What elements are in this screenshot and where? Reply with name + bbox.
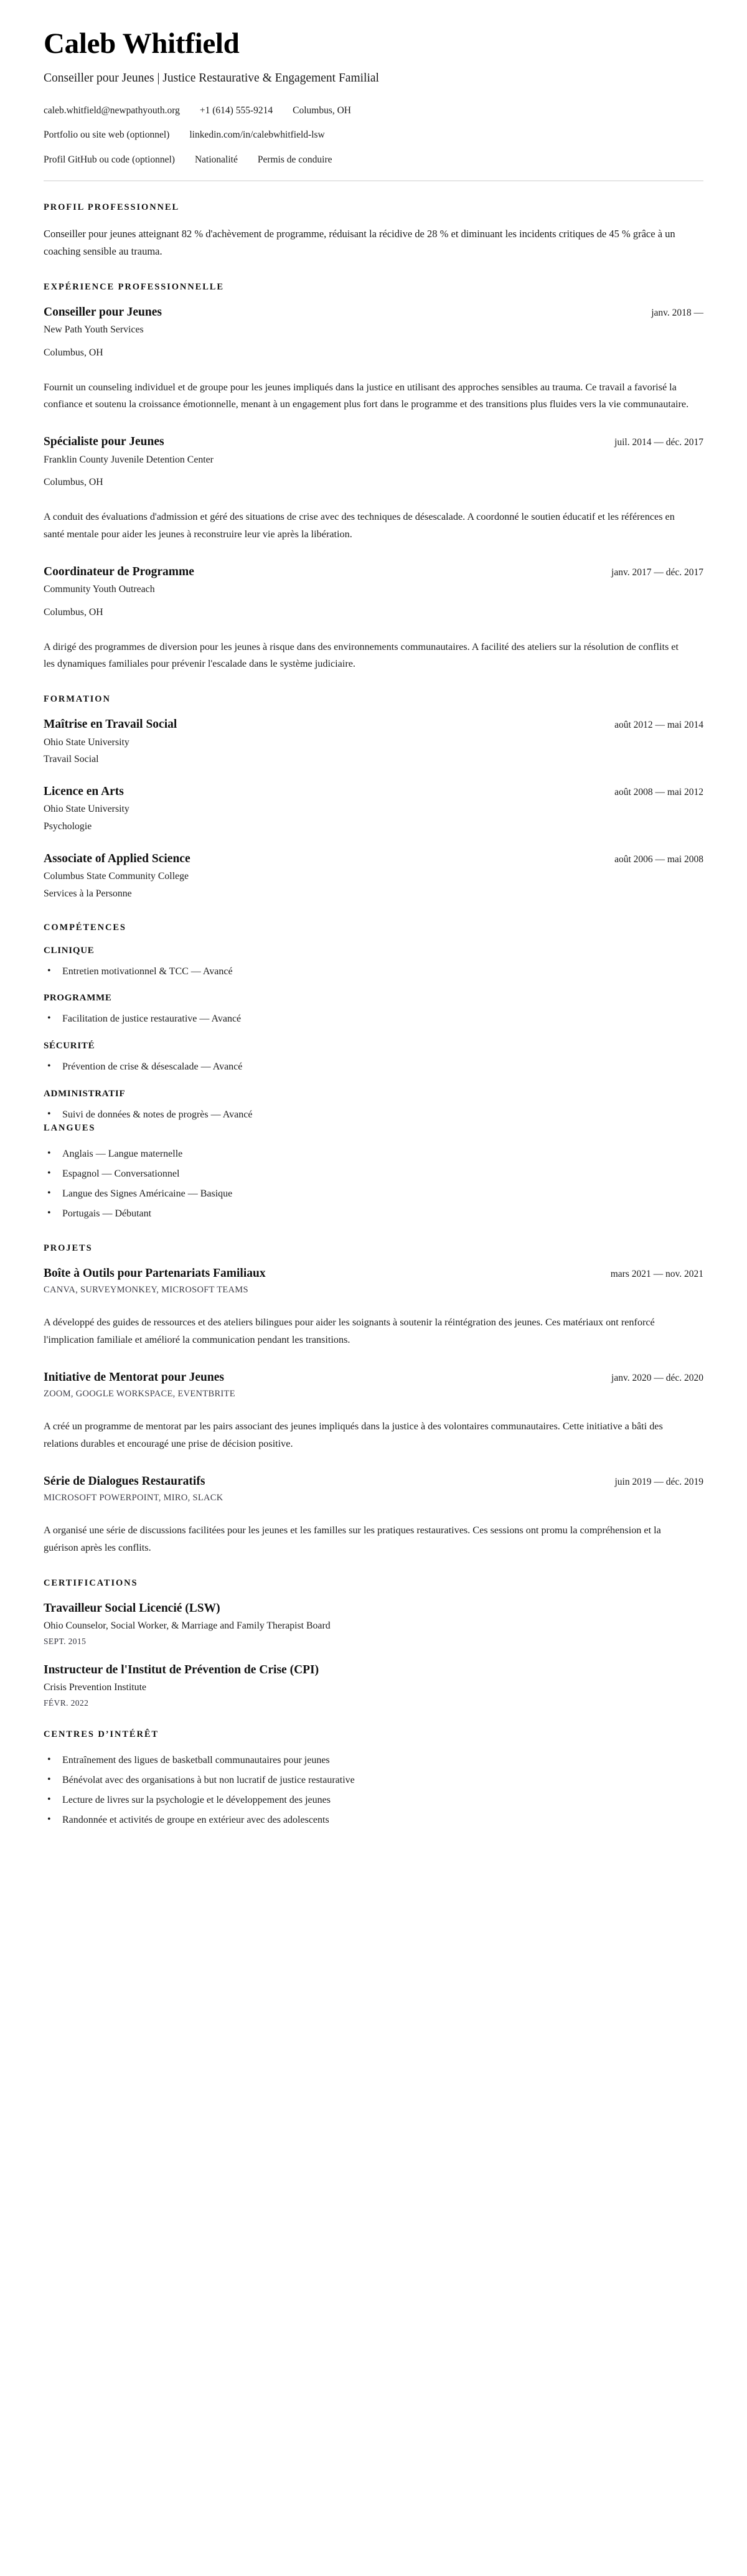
experience-date-range: janv. 2017 — déc. 2017	[611, 566, 703, 578]
section-certifications	[44, 1578, 703, 1708]
education-school: Columbus State Community College	[44, 871, 189, 882]
education-field: Services à la Personne	[44, 888, 132, 899]
experience-description: A conduit des évaluations d'admission et géré des situations de crise avec des techniques de désescalade. A coordonné le soutien éducatif et les références en santé mentale pour aider les jeunes à reconstruire leur vie après la libération.	[44, 511, 675, 540]
skill-item: • Prévention de crise & désescalade — Avancé	[44, 1059, 703, 1075]
section-title-projects: PROJETS	[44, 1243, 93, 1253]
certification-entry	[44, 1601, 703, 1647]
language-item: • Langue des Signes Américaine — Basique	[44, 1186, 703, 1202]
contact-row-3	[44, 153, 703, 167]
project-entry	[44, 1474, 703, 1557]
skill-group	[44, 1041, 703, 1075]
section-profile	[44, 202, 703, 261]
profile-summary-text: Conseiller pour jeunes atteignant 82 % d'achèvement de programme, réduisant la récidive de 28 % et diminuant les incidents critiques de 45 % grâce à un coaching sensible au trauma.	[44, 228, 675, 258]
contact-linkedin[interactable]: linkedin.com/in/calebwhitfield-lsw	[189, 129, 325, 141]
language-item: • Espagnol — Conversationnel	[44, 1166, 703, 1182]
certification-issuer: Ohio Counselor, Social Worker, & Marriage and Family Therapist Board	[44, 1620, 331, 1632]
section-title-certifications: CERTIFICATIONS	[44, 1578, 138, 1589]
experience-job-title: Conseiller pour Jeunes	[44, 305, 162, 319]
interest-item: • Entraînement des ligues de basketball communautaires pour jeunes	[44, 1752, 703, 1769]
experience-location: Columbus, OH	[44, 606, 103, 618]
project-tech-stack: MICROSOFT POWERPOINT, MIRO, SLACK	[44, 1493, 223, 1503]
interest-item: • Lecture de livres sur la psychologie et le développement des jeunes	[44, 1792, 703, 1808]
project-tech-stack: ZOOM, GOOGLE WORKSPACE, EVENTBRITE	[44, 1389, 235, 1399]
language-item: • Anglais — Langue maternelle	[44, 1146, 703, 1162]
contact-row-1	[44, 104, 703, 118]
certification-date: FÉVR. 2022	[44, 1698, 89, 1708]
education-date-range: août 2006 — mai 2008	[614, 853, 703, 865]
contact-phone[interactable]: +1 (614) 555-9214	[199, 105, 273, 116]
interest-item: • Bénévolat avec des organisations à but non lucratif de justice restaurative	[44, 1772, 703, 1789]
education-school: Ohio State University	[44, 804, 129, 815]
education-entry-head	[44, 717, 703, 732]
education-entry	[44, 784, 703, 834]
section-experience	[44, 282, 703, 673]
experience-job-title: Coordinateur de Programme	[44, 565, 194, 578]
experience-entry-head	[44, 305, 703, 320]
education-entry-head	[44, 852, 703, 867]
education-degree: Associate of Applied Science	[44, 852, 190, 865]
language-list	[44, 1146, 703, 1222]
section-projects	[44, 1243, 703, 1557]
certification-entry	[44, 1663, 703, 1708]
education-school: Ohio State University	[44, 736, 129, 748]
skill-group-title: ADMINISTRATIF	[44, 1089, 126, 1099]
project-date-range: juin 2019 — déc. 2019	[614, 1476, 703, 1487]
resume-header	[44, 29, 703, 181]
project-name: Boîte à Outils pour Partenariats Familiaux	[44, 1266, 266, 1280]
contact-portfolio-placeholder: Portfolio ou site web (optionnel)	[44, 129, 170, 141]
experience-job-title: Spécialiste pour Jeunes	[44, 435, 164, 449]
section-interests	[44, 1729, 703, 1828]
experience-description: A dirigé des programmes de diversion pour les jeunes à risque dans des environnements communautaires. A facilité des ateliers sur la résolution de conflits et les dynamiques familiales pour prévenir l'escalade dans le système judiciaire.	[44, 641, 679, 670]
section-title-profile: PROFIL PROFESSIONNEL	[44, 202, 180, 213]
education-entry-head	[44, 784, 703, 799]
education-entry	[44, 717, 703, 767]
education-field: Travail Social	[44, 754, 99, 765]
education-degree: Maîtrise en Travail Social	[44, 718, 177, 731]
certification-issuer: Crisis Prevention Institute	[44, 1682, 146, 1693]
skill-group	[44, 993, 703, 1027]
contact-email[interactable]: caleb.whitfield@newpathyouth.org	[44, 105, 180, 116]
skill-item: • Facilitation de justice restaurative — Avancé	[44, 1011, 703, 1027]
skill-item: • Entretien motivationnel & TCC — Avancé	[44, 964, 703, 980]
experience-entry	[44, 435, 703, 543]
skill-list	[44, 1059, 703, 1075]
skill-group	[44, 946, 703, 980]
candidate-name: Caleb Whitfield	[44, 27, 240, 60]
project-entry-head	[44, 1474, 703, 1489]
project-date-range: mars 2021 — nov. 2021	[610, 1268, 703, 1279]
project-entry	[44, 1266, 703, 1349]
section-skills	[44, 923, 703, 1124]
skill-group-title: SÉCURITÉ	[44, 1041, 95, 1051]
language-item: • Portugais — Débutant	[44, 1206, 703, 1222]
experience-description: Fournit un counseling individuel et de groupe pour les jeunes impliqués dans la justice en utilisant des approches sensibles au trauma. Ce travail a favorisé la confiance et soutenu la croissance émotionnelle, menant à un engagement plus fort dans le programme et des transitions plus fluides vers la vie communautaire.	[44, 381, 689, 410]
contact-row-2	[44, 128, 703, 142]
experience-date-range: juil. 2014 — déc. 2017	[614, 437, 703, 448]
experience-company: Community Youth Outreach	[44, 584, 155, 595]
contact-driver-license-placeholder: Permis de conduire	[257, 154, 332, 165]
section-education	[44, 694, 703, 901]
skill-item: • Suivi de données & notes de progrès — Avancé	[44, 1107, 703, 1123]
education-degree: Licence en Arts	[44, 785, 124, 798]
project-date-range: janv. 2020 — déc. 2020	[611, 1372, 703, 1383]
project-description: A créé un programme de mentorat par les pairs associant des jeunes impliqués dans la justice à des volontaires communautaires. Cette initiative a bâti des relations durables et encouragé une prise de décision positive.	[44, 1421, 663, 1450]
skill-list	[44, 1107, 703, 1123]
education-date-range: août 2008 — mai 2012	[614, 787, 703, 797]
project-entry-head	[44, 1266, 703, 1281]
contact-github-placeholder: Profil GitHub ou code (optionnel)	[44, 154, 175, 165]
skill-list	[44, 1011, 703, 1027]
project-name: Série de Dialogues Restauratifs	[44, 1474, 205, 1488]
experience-company: New Path Youth Services	[44, 324, 144, 336]
section-title-skills: COMPÉTENCES	[44, 922, 126, 933]
project-tech-stack: CANVA, SURVEYMONKEY, MICROSOFT TEAMS	[44, 1285, 248, 1295]
project-entry	[44, 1370, 703, 1453]
contact-nationality-placeholder: Nationalité	[194, 154, 238, 165]
skill-list	[44, 964, 703, 980]
experience-entry-head	[44, 435, 703, 449]
experience-location: Columbus, OH	[44, 347, 103, 358]
section-title-interests: CENTRES D’INTÉRÊT	[44, 1729, 159, 1740]
certification-date: SEPT. 2015	[44, 1637, 87, 1647]
project-entry-head	[44, 1370, 703, 1385]
education-date-range: août 2012 — mai 2014	[614, 720, 703, 731]
certification-name: Instructeur de l'Institut de Prévention de Crise (CPI)	[44, 1663, 319, 1677]
project-description: A organisé une série de discussions facilitées pour les jeunes et les familles sur les pratiques restauratives. Ces sessions ont promu la compréhension et la guérison après les conflits.	[44, 1525, 661, 1554]
experience-entry-head	[44, 565, 703, 580]
experience-date-range: janv. 2018 —	[651, 307, 703, 318]
contact-location: Columbus, OH	[293, 105, 351, 116]
experience-company: Franklin County Juvenile Detention Center	[44, 454, 214, 465]
skill-group-title: PROGRAMME	[44, 993, 112, 1004]
certification-name: Travailleur Social Licencié (LSW)	[44, 1602, 220, 1615]
section-languages	[44, 1123, 703, 1222]
section-title-languages: LANGUES	[44, 1123, 96, 1134]
interest-item: • Randonnée et activités de groupe en extérieur avec des adolescents	[44, 1812, 703, 1828]
section-title-education: FORMATION	[44, 694, 111, 705]
education-field: Psychologie	[44, 821, 92, 832]
experience-entry	[44, 305, 703, 413]
experience-entry	[44, 565, 703, 673]
interest-list	[44, 1752, 703, 1828]
project-description: A développé des guides de ressources et des ateliers bilingues pour aider les soignants à soutenir la réintégration des jeunes. Ces matériaux ont renforcé l'implication familiale et amélioré la communication pendant les transitions.	[44, 1317, 655, 1345]
section-title-experience: EXPÉRIENCE PROFESSIONNELLE	[44, 281, 224, 292]
candidate-headline: Conseiller pour Jeunes | Justice Restaurative & Engagement Familial	[44, 72, 379, 85]
skill-group-title: CLINIQUE	[44, 945, 95, 956]
education-entry	[44, 852, 703, 901]
project-name: Initiative de Mentorat pour Jeunes	[44, 1370, 224, 1384]
experience-location: Columbus, OH	[44, 477, 103, 488]
skill-group	[44, 1089, 703, 1123]
